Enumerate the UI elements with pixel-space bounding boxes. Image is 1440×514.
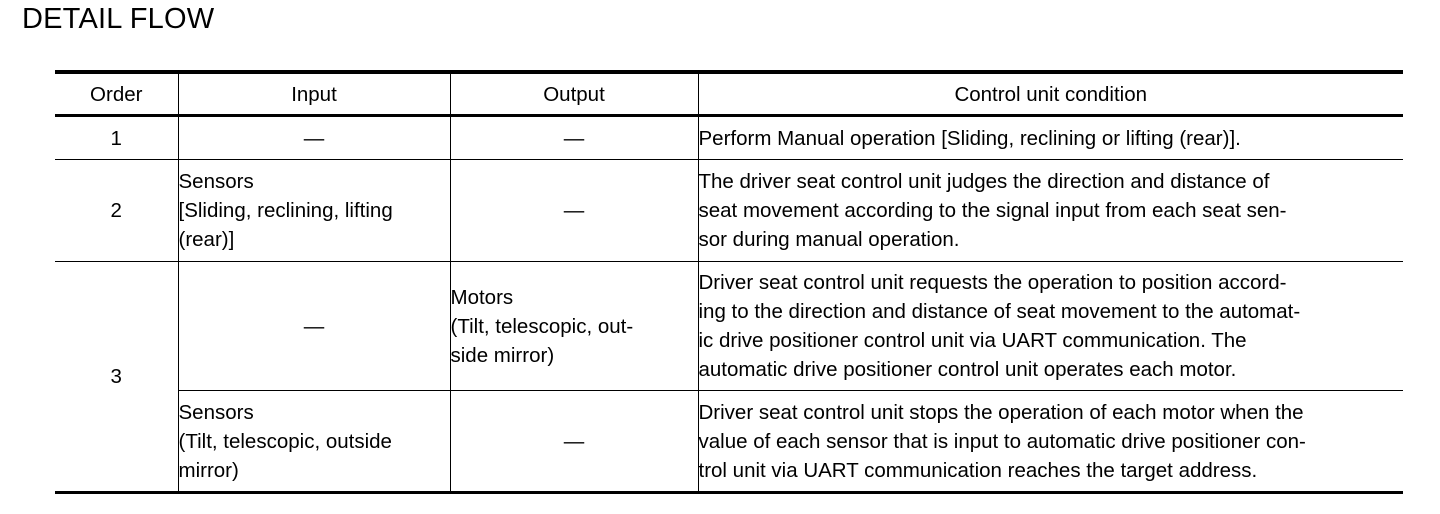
condition-cell: Perform Manual operation [Sliding, reclining or lifting (rear)]. xyxy=(698,116,1403,160)
header-output: Output xyxy=(450,72,698,116)
table-row xyxy=(55,262,1403,391)
input-cell: — xyxy=(178,262,450,391)
page-title: DETAIL FLOW xyxy=(22,3,215,35)
table-row xyxy=(55,116,1403,160)
table-header-row xyxy=(55,72,1403,116)
table-row xyxy=(55,391,1403,493)
condition-cell: Driver seat control unit requests the operation to position accord- ing to the direction and distance of seat movement to the automat- ic drive positioner control unit via UART communication. The automatic drive positioner control unit operates each motor. xyxy=(698,262,1403,391)
detail-flow-table xyxy=(55,70,1403,494)
order-cell: 1 xyxy=(55,116,178,160)
condition-cell: Driver seat control unit stops the operation of each motor when the value of each sensor that is input to automatic drive positioner con- trol unit via UART communication reaches the target address. xyxy=(698,391,1403,493)
input-cell: Sensors [Sliding, reclining, lifting (rear)] xyxy=(178,160,450,262)
header-input: Input xyxy=(178,72,450,116)
input-cell: — xyxy=(178,116,450,160)
output-cell: Motors (Tilt, telescopic, out- side mirror) xyxy=(450,262,698,391)
output-cell: — xyxy=(450,160,698,262)
order-cell: 3 xyxy=(55,262,178,493)
output-cell: — xyxy=(450,116,698,160)
input-cell: Sensors (Tilt, telescopic, outside mirror) xyxy=(178,391,450,493)
header-order: Order xyxy=(90,82,143,106)
order-cell: 2 xyxy=(55,160,178,262)
condition-cell: The driver seat control unit judges the direction and distance of seat movement according to the signal input from each seat sen- sor during manual operation. xyxy=(698,160,1403,262)
output-cell: — xyxy=(450,391,698,493)
header-condition: Control unit condition xyxy=(698,72,1403,116)
table-row xyxy=(55,160,1403,262)
